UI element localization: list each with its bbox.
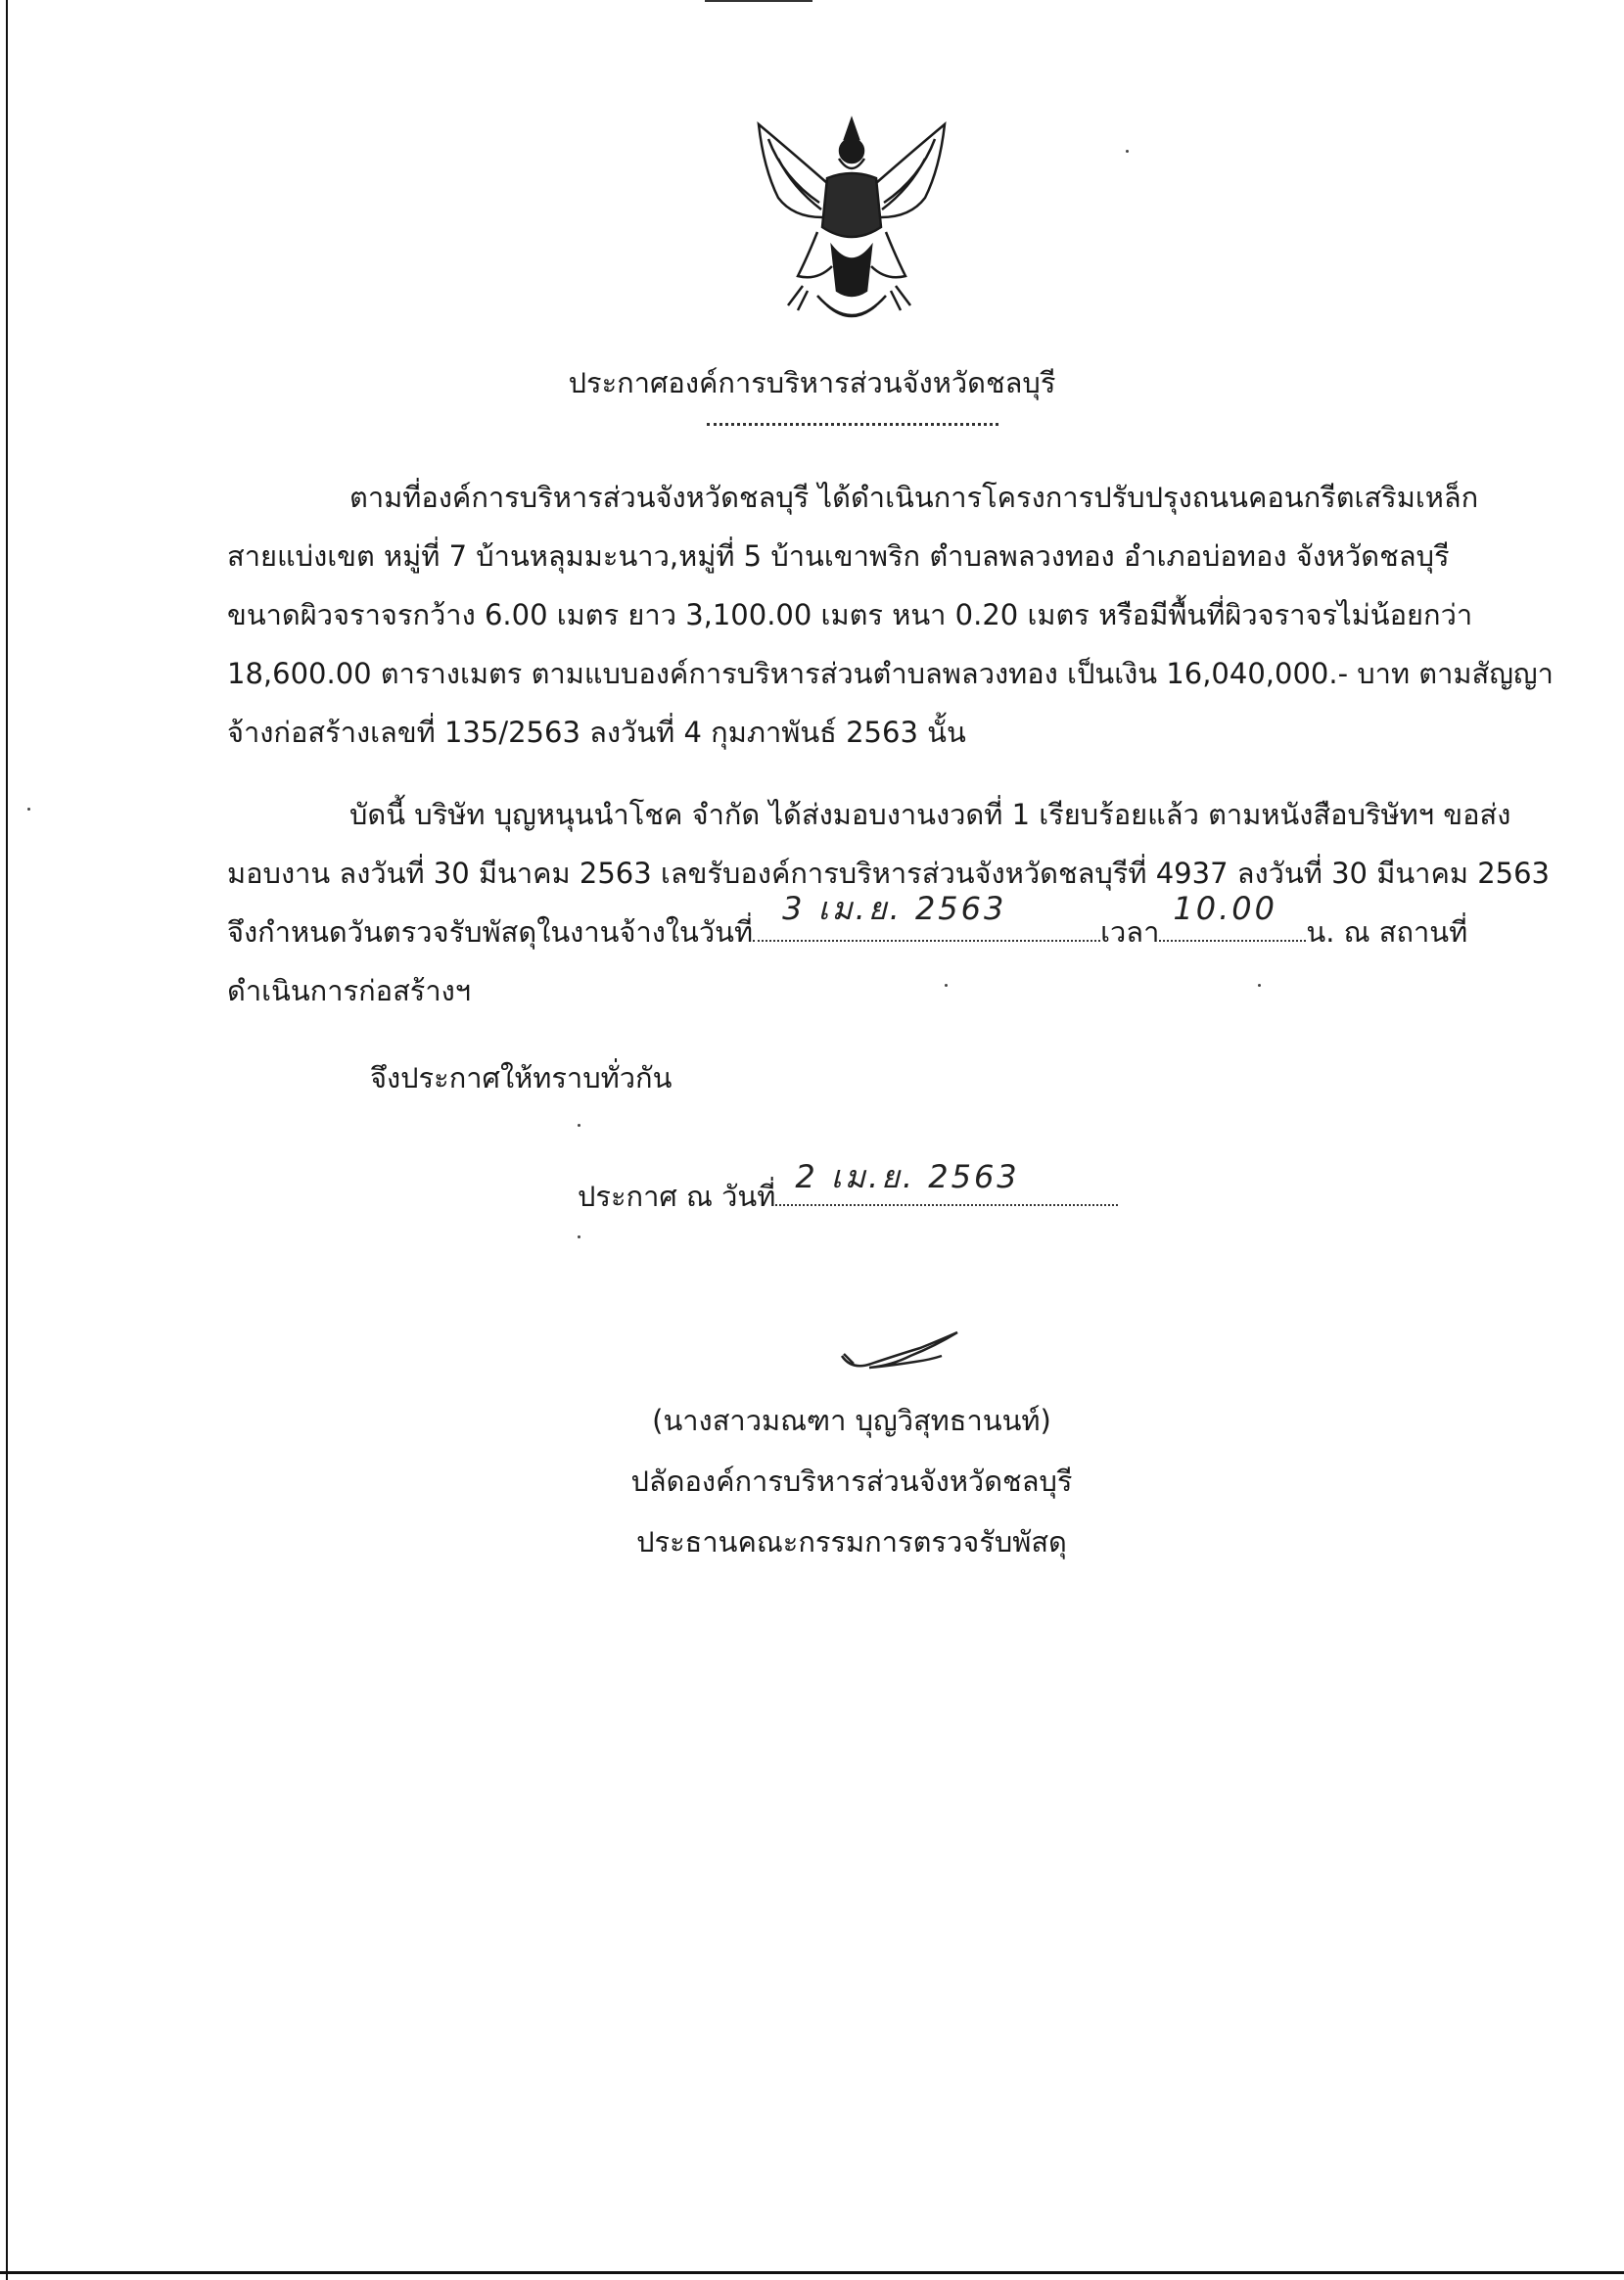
paragraph-1 — [227, 468, 1554, 762]
inspection-date-handwriting: 3 เม.ย. 2563 — [782, 890, 1007, 927]
scan-border-left — [6, 0, 8, 2280]
signature-block — [529, 1390, 1175, 1572]
paragraph-1-line: ตามที่องค์การบริหารส่วนจังหวัดชลบุรี ได้ดำเนินการโครงการปรับปรุงถนนคอนกรีตเสริมเหล็ก — [349, 481, 1479, 514]
scan-speck — [27, 808, 30, 811]
inspection-date-label: จึงกำหนดวันตรวจรับพัสดุในงานจ้างในวันที่ — [227, 915, 754, 949]
scan-border-bottom — [0, 2271, 1624, 2274]
announcement-date-line — [578, 1158, 1118, 1219]
announcement-date-handwriting: 2 เม.ย. 2563 — [795, 1158, 1020, 1195]
paragraph-2-line: ดำเนินการก่อสร้างฯ — [227, 974, 472, 1007]
announcement-date-label: ประกาศ ณ วันที่ — [578, 1180, 776, 1213]
scan-speck — [1126, 150, 1129, 153]
inspection-time-field — [1159, 890, 1306, 942]
closing-statement: จึงประกาศให้ทราบทั่วกัน — [370, 1061, 673, 1094]
paragraph-1-line: 18,600.00 ตารางเมตร ตามแบบองค์การบริหารส่วนตำบลพลวงทอง เป็นเงิน 16,040,000.- บาท ตามสัญญา — [227, 657, 1554, 690]
title-dotted-rule — [707, 423, 998, 426]
paragraph-2 — [227, 785, 1550, 1020]
garuda-emblem — [749, 110, 954, 340]
paragraph-2-line: มอบงาน ลงวันที่ 30 มีนาคม 2563 เลขรับองค์การบริหารส่วนจังหวัดชลบุรีที่ 4937 ลงวันที่ 30 มีนาคม 2563 — [227, 857, 1550, 890]
inspection-time-handwriting: 10.00 — [1173, 890, 1277, 927]
scan-speck — [1258, 984, 1261, 987]
scan-speck — [578, 1124, 580, 1127]
scan-mark-top — [705, 0, 812, 2]
scan-speck — [945, 984, 948, 987]
handwritten-signature — [832, 1326, 979, 1385]
page-title: ประกาศองค์การบริหารส่วนจังหวัดชลบุรี — [568, 366, 1056, 399]
signatory-name: (นางสาวมณฑา บุญวิสุทธานนท์) — [652, 1404, 1051, 1437]
announcement-date-field — [775, 1158, 1118, 1206]
paragraph-2-line: บัดนี้ บริษัท บุญหนุนนำโชค จำกัด ได้ส่งมอบงานงวดที่ 1 เรียบร้อยแล้ว ตามหนังสือบริษัทฯ ขอส่ง — [349, 798, 1511, 831]
paragraph-1-line: ขนาดผิวจราจรกว้าง 6.00 เมตร ยาว 3,100.00 เมตร หนา 0.20 เมตร หรือมีพื้นที่ผิวจราจรไม่น้อยกว่า — [227, 598, 1473, 631]
location-label: น. ณ สถานที่ — [1306, 915, 1468, 949]
signatory-position: ปลัดองค์การบริหารส่วนจังหวัดชลบุรี — [630, 1465, 1073, 1498]
paragraph-1-line: จ้างก่อสร้างเลขที่ 135/2563 ลงวันที่ 4 กุมภาพันธ์ 2563 นั้น — [227, 716, 966, 749]
signatory-role: ประธานคณะกรรมการตรวจรับพัสดุ — [636, 1525, 1067, 1559]
inspection-date-field — [753, 890, 1100, 942]
paragraph-1-line: สายแบ่งเขต หมู่ที่ 7 บ้านหลุมมะนาว,หมู่ที่ 5 บ้านเขาพริก ตำบลพลวงทอง อำเภอบ่อทอง จังหวัดชลบุรี — [227, 539, 1450, 573]
paragraph-2-line — [227, 890, 1480, 961]
inspection-time-label: เวลา — [1100, 915, 1160, 949]
scan-speck — [578, 1235, 580, 1238]
